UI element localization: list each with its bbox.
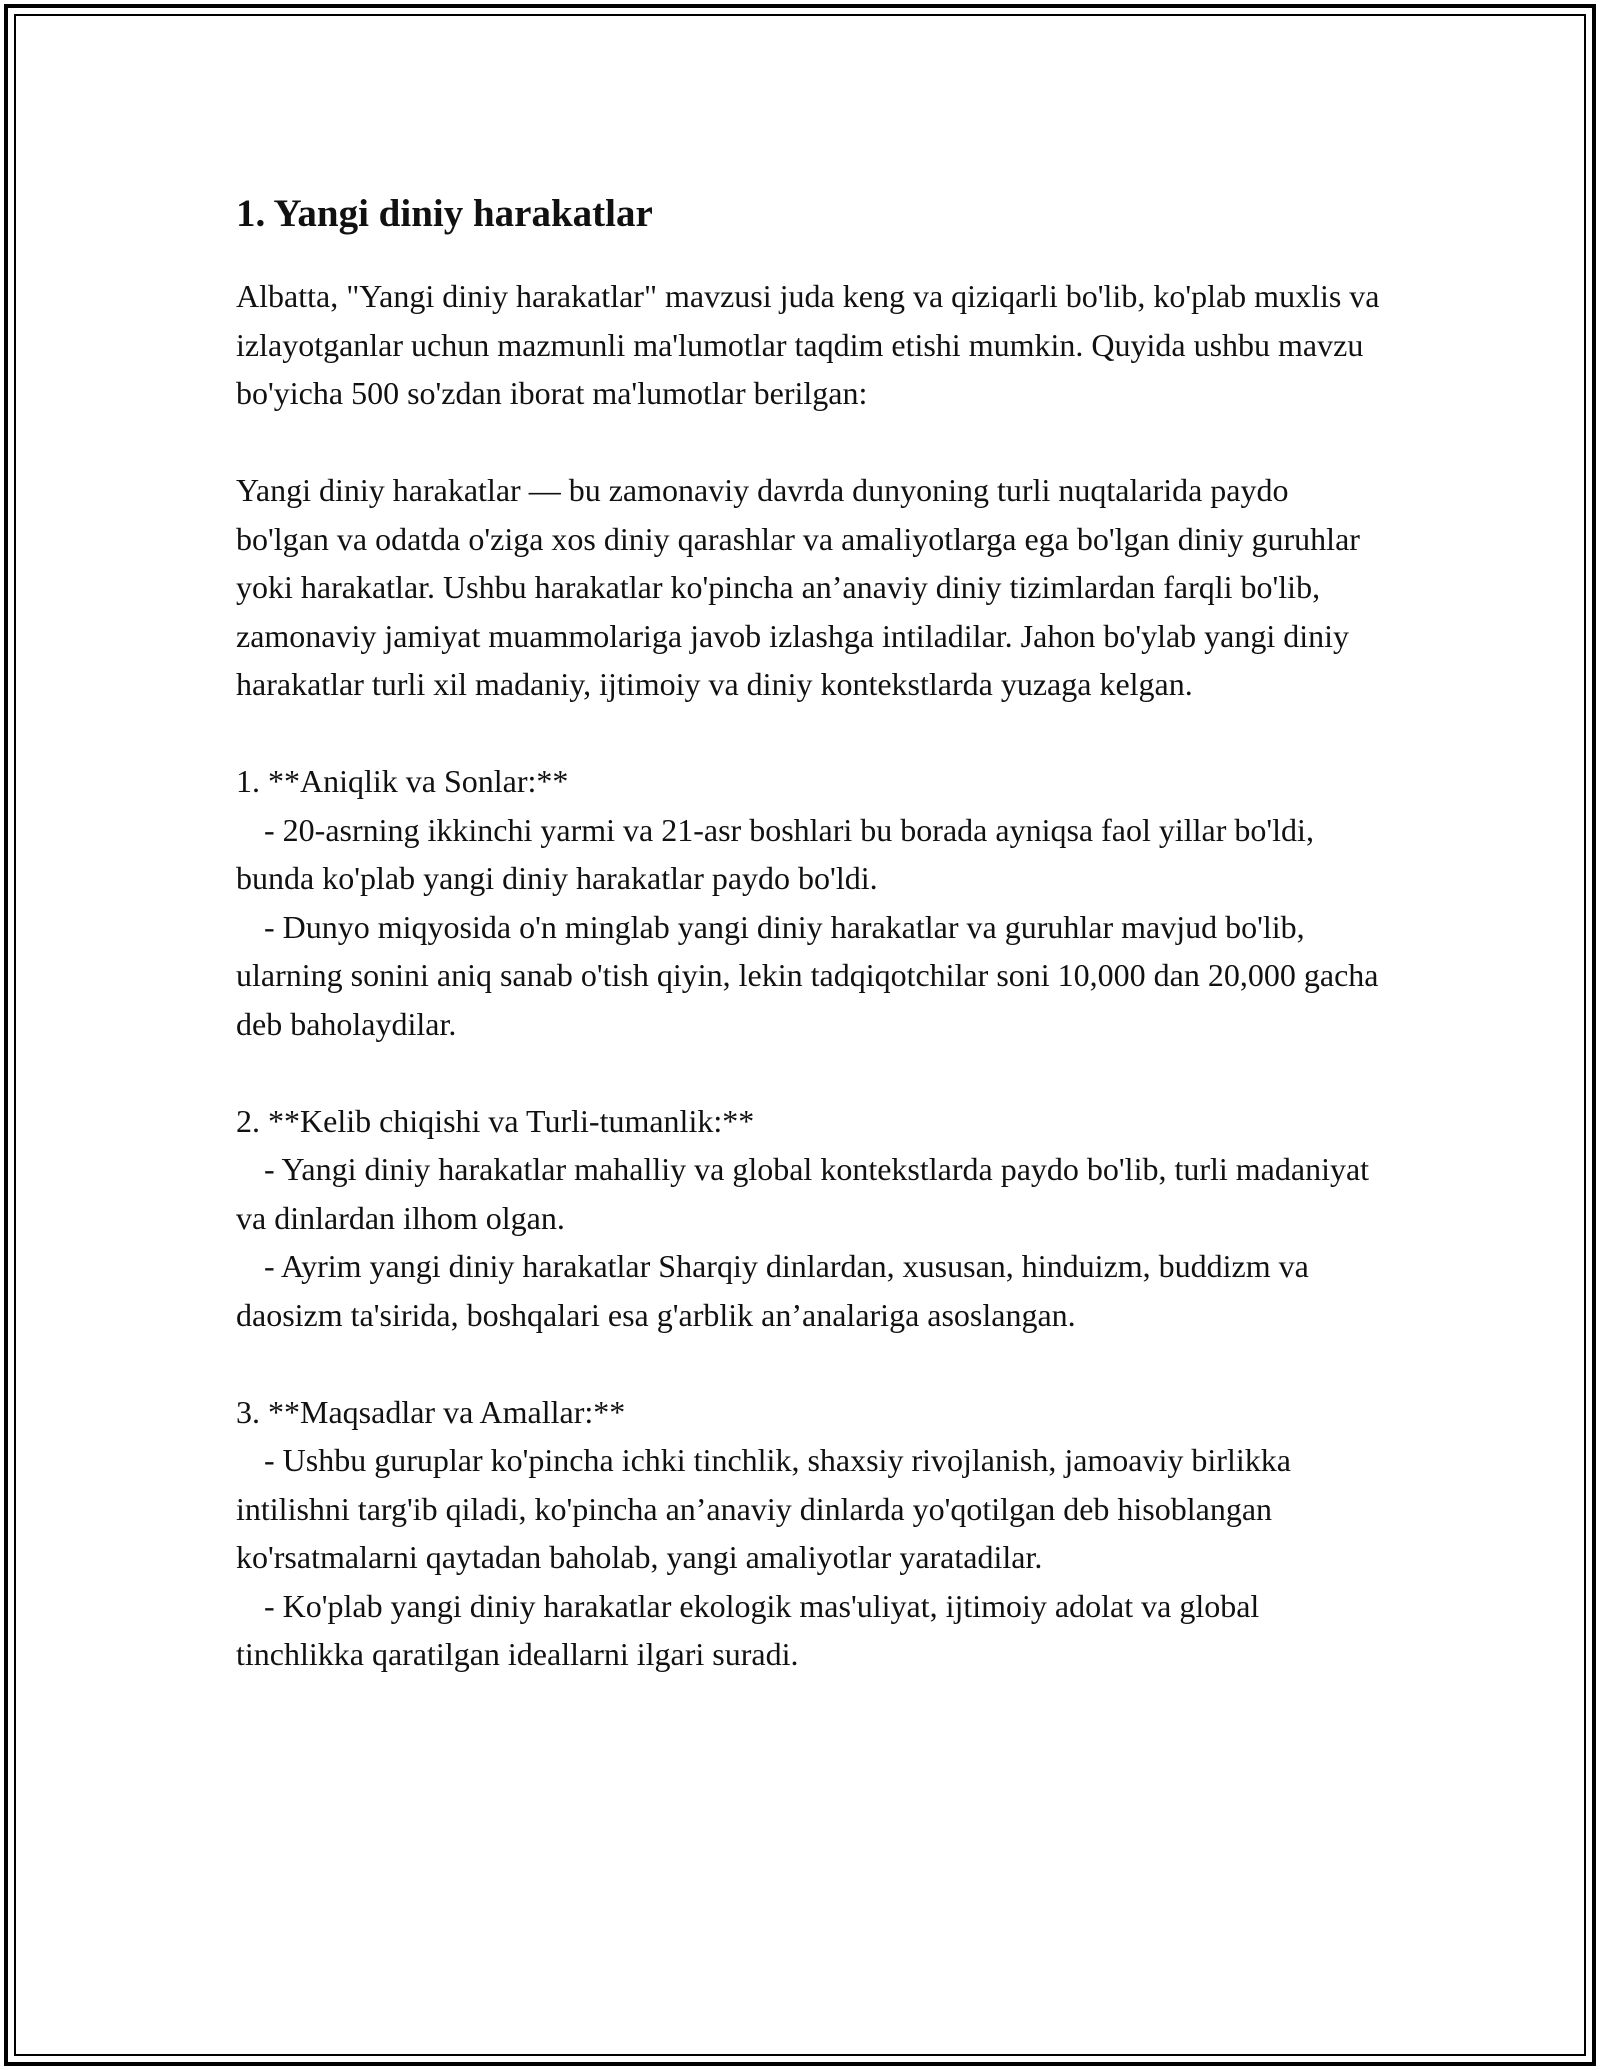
section-bullet: - Ayrim yangi diniy harakatlar Sharqiy dinlardan, xususan, hinduizm, buddizm va daosizm ta'sirida, boshqalari esa g'arblik an’analariga asoslangan. <box>236 1248 1309 1333</box>
document-body <box>236 186 1386 1727</box>
section-bullet: - 20-asrning ikkinchi yarmi va 21-asr boshlari bu borada ayniqsa faol yillar bo'ldi, bunda ko'plab yangi diniy harakatlar paydo bo'ldi. <box>236 811 1314 896</box>
section-bullet: - Ko'plab yangi diniy harakatlar ekologik mas'uliyat, ijtimoiy adolat va global tinchlikka qaratilgan ideallarni ilgari suradi. <box>236 1587 1260 1672</box>
intro-paragraph: Albatta, "Yangi diniy harakatlar" mavzusi juda keng va qiziqarli bo'lib, ko'plab muxlis va izlayotganlar uchun mazmunli ma'lumotlar taqdim etishi mumkin. Quyida ushbu mavzu bo'yicha 500 so'zdan iborat ma'lumotlar berilgan: <box>236 278 1388 411</box>
section-heading: 2. **Kelib chiqishi va Turli-tumanlik:** <box>236 1102 755 1139</box>
section-bullet: - Dunyo miqyosida o'n minglab yangi diniy harakatlar va guruhlar mavjud bo'lib, ularning sonini aniq sanab o'tish qiyin, lekin tadqiqotchilar soni 10,000 dan 20,000 gacha deb baholaydilar. <box>236 908 1379 1042</box>
document-title: 1. Yangi diniy harakatlar <box>236 192 653 235</box>
section-bullet: - Ushbu guruplar ko'pincha ichki tinchlik, shaxsiy rivojlanish, jamoaviy birlikka intilishni targ'ib qiladi, ko'pincha an’anaviy dinlarda yo'qotilgan deb hisoblangan ko'rsatmalarni qaytadan baholab, yangi amaliyotlar yaratadilar. <box>236 1442 1291 1575</box>
section-heading: 1. **Aniqlik va Sonlar:** <box>236 763 569 799</box>
section-bullet: - Yangi diniy harakatlar mahalliy va global kontekstlarda paydo bo'lib, turli madaniyat va dinlardan ilhom olgan. <box>236 1151 1370 1236</box>
definition-paragraph: Yangi diniy harakatlar — bu zamonaviy davrda dunyoning turli nuqtalarida paydo bo'lgan va odatda o'ziga xos diniy qarashlar va amaliyotlarga ega bo'lgan diniy guruhlar yoki harakatlar. Ushbu harakatlar ko'pincha an’anaviy diniy tizimlardan farqli bo'lib, zamonaviy jamiyat muammolariga javob izlashga intiladilar. Jahon bo'ylab yangi diniy harakatlar turli xil madaniy, ijtimoiy va diniy kontekstlarda yuzaga kelgan. <box>236 472 1368 702</box>
section-maqsadlar <box>236 1388 1386 1679</box>
section-aniqlik <box>236 757 1386 1048</box>
section-heading: 3. **Maqsadlar va Amallar:** <box>236 1393 626 1430</box>
section-kelib-chiqishi <box>236 1097 1386 1340</box>
